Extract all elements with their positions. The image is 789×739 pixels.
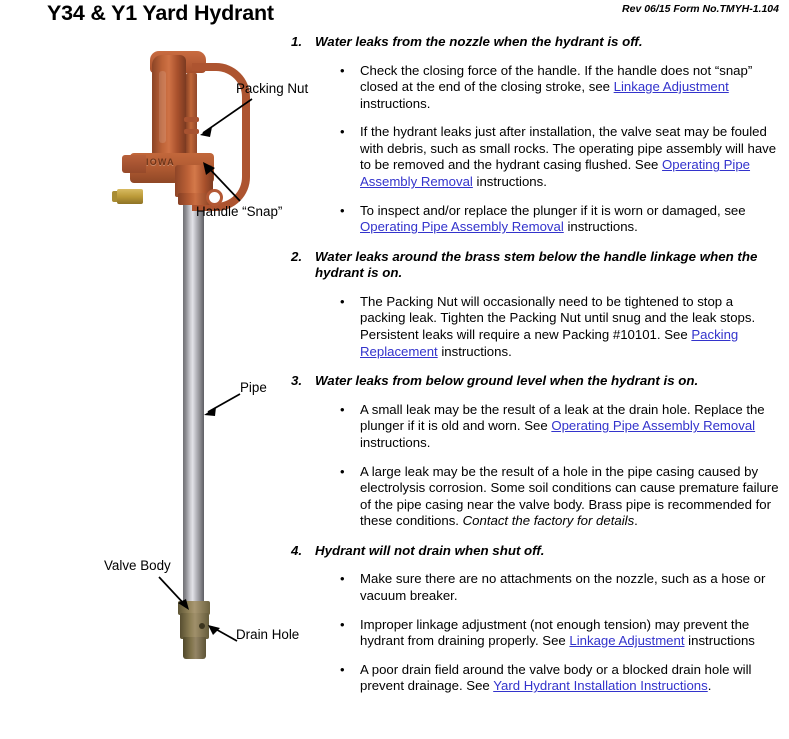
body-text: A small leak may be the result of a leak at the drain hole. Replace the plunger if it is old and worn. See	[360, 401, 765, 434]
list-item	[290, 662, 782, 695]
revision-form-number: Rev 06/15 Form No.TMYH-1.104	[622, 3, 779, 15]
section-1-bullets	[290, 63, 782, 236]
list-item	[290, 203, 782, 236]
body-text: instructions	[684, 633, 755, 649]
troubleshooting-sections	[290, 34, 782, 695]
section-4-heading: Hydrant will not drain when shut off.	[315, 542, 545, 558]
bullet-text	[360, 63, 752, 111]
callout-arrow-drain-hole	[203, 623, 241, 645]
callout-label-valve-body: Valve Body	[104, 558, 171, 573]
doc-link[interactable]: Linkage Adjustment	[569, 633, 685, 649]
hydrant-casting-tower-graphic	[152, 55, 186, 161]
bullet-icon: •	[340, 293, 345, 309]
callout-arrow-valve-body	[155, 574, 195, 616]
list-item	[290, 402, 782, 452]
section-3	[290, 373, 782, 390]
list-item	[290, 464, 782, 530]
bullet-text	[360, 617, 755, 649]
doc-link[interactable]: Packing Replacement	[360, 327, 739, 359]
section-3-heading: Water leaks from below ground level when the hydrant is on.	[315, 373, 699, 389]
callout-label-drain-hole: Drain Hole	[236, 627, 300, 642]
body-text: To inspect and/or replace the plunger if it is worn or damaged, see	[360, 202, 746, 218]
callout-arrow-pipe	[196, 390, 244, 418]
brass-nozzle-graphic	[117, 189, 143, 204]
hydrant-nozzle-arm-graphic	[122, 155, 146, 173]
bullet-icon: •	[340, 401, 345, 417]
bullet-text	[360, 203, 746, 235]
section-4-bullets	[290, 571, 782, 695]
bullet-text	[360, 571, 765, 603]
section-2-bullets	[290, 294, 782, 360]
section-3-number: 3.	[291, 373, 303, 389]
section-1-number: 1.	[291, 34, 303, 49]
body-text: A large leak may be the result of a hole in the pipe casing caused by electrolysis corrosion. Some soil conditions can cause premature failure of the pipe casing near the valve body. Brass pipe is recommended for these conditions.	[360, 463, 779, 529]
emphasis-text: Contact the factory for details	[462, 513, 635, 529]
callout-arrow-packing-nut	[190, 93, 256, 143]
doc-link[interactable]: Linkage Adjustment	[613, 79, 729, 95]
doc-link[interactable]: Operating Pipe Assembly Removal	[551, 418, 756, 434]
doc-link[interactable]: Yard Hydrant Installation Instructions	[493, 678, 708, 694]
callout-label-packing-nut: Packing Nut	[236, 81, 309, 96]
body-text: A poor drain field around the valve body or a blocked drain hole will prevent drainage. See	[360, 661, 752, 694]
section-2-heading: Water leaks around the brass stem below the handle linkage when the hydrant is on.	[315, 248, 758, 281]
callout-arrow-handle-snap	[196, 157, 252, 209]
bullet-text	[360, 662, 751, 694]
list-item	[290, 571, 782, 604]
body-text: Check the closing force of the handle. If the handle does not “snap” closed at the end of the closing stroke, see	[360, 62, 753, 95]
yard-hydrant-illustration	[0, 45, 309, 665]
section-1-heading: Water leaks from the nozzle when the hydrant is off.	[315, 34, 643, 49]
body-text: .	[634, 513, 638, 529]
callout-label-handle-snap: Handle “Snap”	[196, 204, 283, 219]
bullet-text	[360, 294, 755, 359]
list-item	[290, 294, 782, 360]
page-title: Y34 & Y1 Yard Hydrant	[47, 1, 274, 25]
body-text: instructions.	[360, 434, 431, 450]
body-text: Make sure there are no attachments on the nozzle, such as a hose or vacuum breaker.	[360, 571, 766, 603]
section-1	[290, 34, 782, 51]
bullet-icon: •	[340, 202, 345, 218]
list-item	[290, 617, 782, 650]
body-text: instructions.	[360, 95, 431, 111]
section-2	[290, 249, 782, 282]
body-text: .	[707, 678, 712, 694]
list-item	[290, 63, 782, 113]
body-text: instructions.	[437, 343, 512, 359]
bullet-text	[360, 464, 779, 529]
body-text: If the hydrant leaks just after installation, the valve seat may be fouled with debris, such as small rocks. The operating pipe assembly will have to be removed and the hydrant casing flushed. See	[360, 124, 777, 173]
iowa-brand-mark: IOWA	[146, 157, 175, 167]
body-text: instructions.	[563, 219, 638, 235]
bullet-icon: •	[340, 661, 345, 677]
bullet-icon: •	[340, 62, 345, 78]
section-2-number: 2.	[291, 248, 303, 264]
body-text: The Packing Nut will occasionally need to be tightened to stop a packing leak. Tighten the Packing Nut until snug and the leak stops. Persistent leaks will require a new Packing #10101. See	[360, 293, 756, 343]
body-text: Improper linkage adjustment (not enough tension) may prevent the hydrant from draining properly. See	[360, 616, 750, 649]
section-4	[290, 543, 782, 560]
bullet-text	[360, 402, 765, 450]
bullet-icon: •	[340, 124, 345, 140]
bullet-icon: •	[340, 571, 345, 587]
callout-label-pipe: Pipe	[240, 380, 267, 395]
body-text: instructions.	[472, 174, 547, 190]
doc-link[interactable]: Operating Pipe Assembly Removal	[360, 219, 564, 235]
section-4-number: 4.	[291, 542, 303, 558]
bullet-icon: •	[340, 616, 345, 632]
doc-link[interactable]: Operating Pipe Assembly Removal	[360, 157, 751, 190]
list-item	[290, 124, 782, 190]
bullet-text	[360, 124, 776, 189]
bullet-icon: •	[340, 463, 345, 479]
section-3-bullets	[290, 402, 782, 530]
